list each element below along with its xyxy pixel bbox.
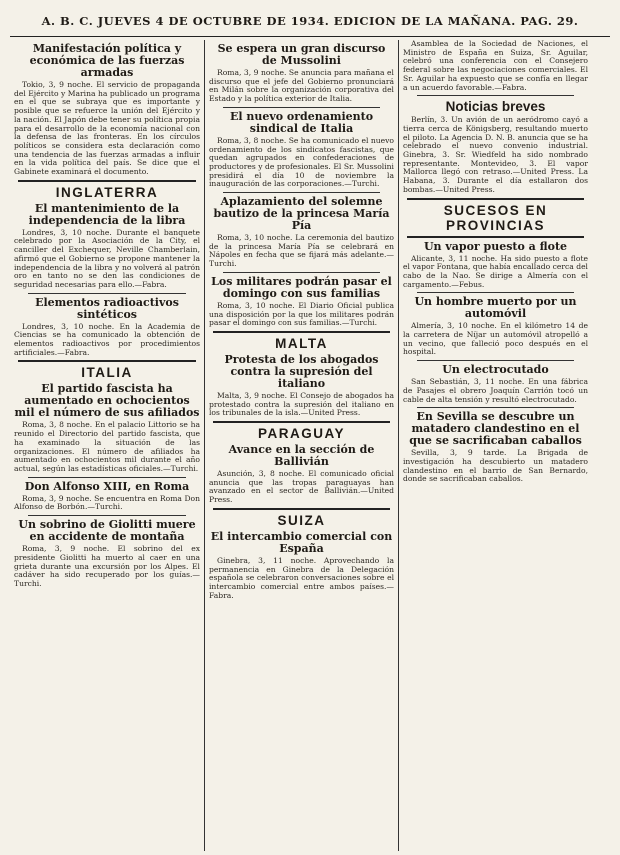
section-heading-sucesos: SUCESOS EN PROVINCIAS [443,202,548,233]
article-body: Roma, 3, 9 noche. El sobrino del ex presidente Giolitti ha muerto al caer en una grieta durante una excursión por los Alpes. El cadáver ha sido recuperado por los guías.—Turchi. [14,544,200,588]
article-headline: Un vapor puesto a flote [423,239,568,253]
divider [213,421,390,423]
article-headline: Manifestación política y económica de las fuerzas armadas [29,42,185,79]
article-body: Ginebra, 3, 11 noche. Aprovechando la permanencia en Ginebra de la Delegación española se celebraron conversaciones sobre el intercambio comercial entre ambos países.—Fabra. [209,555,394,600]
divider [223,107,380,108]
article-body: Roma, 3, 8 noche. En el palacio Littorio se ha reunido el Directorio del partido fascista, que ha examinado la situación de las organizaciones. El número de afiliados ha aumentado en ochocientos mil durante el año actual, según las estadísticas oficiales.—Turchi. [14,420,200,473]
section-heading-breves: Noticias breves [445,99,546,115]
article-headline: Un electrocutado [442,363,549,377]
article-body: Alicante, 3, 11 noche. Ha sido puesto a flote el vapor Fontana, que había encallado cerca del cabo de la Nao. Se dirige a Almería con el cargamento.—Febus. [403,253,588,289]
divider [417,292,574,293]
divider [28,515,186,516]
divider [417,407,574,408]
article-headline: Los militares podrán pasar el domingo con sus familias [211,274,392,300]
article-body: Roma, 3, 9 noche. Se encuentra en Roma Don Alfonso de Borbón.—Turchi. [14,493,200,512]
divider [28,293,186,294]
article-headline: El intercambio comercial con España [210,529,393,555]
article-headline: Don Alfonso XIII, en Roma [24,479,190,493]
divider [28,477,186,478]
divider [18,360,196,362]
article-body: Berlín, 3. Un avión de un aeródromo cayó a tierra cerca de Königsberg, resultando muerto el piloto. La Agencia D. N. B. anuncia que se ha celebrado el nuevo convenio industrial. Ginebra, 3. Sr. Wiedfeld ha sido nombrado representante. Montevideo, 3. El vapor Mallorca llegó con retraso.—United Press. La Habana, 3. Durante el día estallaron dos bombas.—United Press. [403,115,588,194]
section-heading-paraguay: PARAGUAY [257,426,345,442]
divider [213,508,390,510]
article-headline: El partido fascista ha aumentado en ochocientos mil el número de sus afiliados [14,382,200,420]
divider [223,272,380,273]
article-body: Roma, 3, 10 noche. El Diario Oficial publica una disposición por la que los militares podrán pasar el domingo con sus familias.—Turchi. [209,300,394,328]
divider [407,236,584,238]
divider [18,180,196,182]
article-body: Asunción, 3, 8 noche. El comunicado oficial anuncia que las tropas paraguayas han avanzado en el sector de Ballivián.—United Press. [209,469,394,505]
article-body: Londres, 3, 10 noche. Durante el banquete celebrado por la Asociación de la City, el canciller del Exchequer, Neville Chamberlain, afirmó que el Gobierno se propone mantener la independencia de la libra y no volverá al patrón oro en tanto no se den las condiciones de seguridad necesarias para ello.—Fabra. [14,227,200,289]
column-2 [204,40,398,851]
article-body: Asamblea de la Sociedad de Naciones, el Ministro de España en Suiza, Sr. Aguilar, celebró una conferencia con el Consejero federal sobre las negociaciones comerciales. El Sr. Aguilar ha expuesto que se confía en llegar a un acuerdo favorable.—Fabra. [403,40,588,92]
article-headline: Se espera un gran discurso de Mussolini [217,42,386,67]
divider [223,192,380,193]
article-headline: El mantenimiento de la independencia de la libra [28,201,186,227]
section-heading-italia: ITALIA [81,365,133,381]
article-body: Almería, 3, 10 noche. En el kilómetro 14 de la carretera de Níjar un automóvil atropelló a un vecino, que falleció poco después en el hospital. [403,321,588,357]
newspaper-page [10,6,610,851]
columns [10,40,610,851]
article-body: Londres, 3, 10 noche. En la Academia de Ciencias se ha comunicado la obtención de elementos radioactivos por procedimientos artificiales.—Fabra. [14,321,200,357]
divider [213,331,390,333]
article-body: Roma, 3, 10 noche. La ceremonia del bautizo de la princesa María Pía se celebrará en Nápoles en fecha que se fijará más adelante.—Turchi. [209,233,394,269]
article-headline: Un sobrino de Giolitti muere en accidente de montaña [18,518,196,544]
article-headline: En Sevilla se descubre un matadero clandestino en el que se sacrificaban caballos [409,410,582,448]
article-headline: Un hombre muerto por un automóvil [414,295,577,321]
article-headline: Avance en la sección de Ballivián [228,443,375,469]
article-body: Tokio, 3, 9 noche. El servicio de propaganda del Ejército y Marina ha publicado un programa en el que se subraya que es importante y posible que se refuerce la unión del Ejército y la nación. El Japón debe tener su política propia para el desarrollo de la economía nacional con la defensa de las fronteras. En los círculos políticos se considera esta declaración como una tendencia de las fuerzas armadas a influir en la vida política del país. Se dice que el Gabinete examinará el documento. [14,80,200,177]
divider [417,95,574,96]
article-headline: El nuevo ordenamiento sindical de Italia [229,109,374,135]
article-headline: Aplazamiento del solemne bautizo de la princesa María Pía [213,195,390,233]
article-body: Sevilla, 3, 9 tarde. La Brigada de investigación ha descubierto un matadero clandestino en el barrio de San Bernardo, donde se sacrificaban caballos. [403,448,588,484]
column-1 [10,40,204,851]
article-body: Malta, 3, 9 noche. El Consejo de abogados ha protestado contra la supresión del italiano en los tribunales de la isla.—United Press. [209,390,394,418]
divider [417,360,574,361]
page-header: A. B. C. JUEVES 4 DE OCTUBRE DE 1934. EDICION DE LA MAÑANA. PAG. 29. [10,6,610,37]
article-body: Roma, 3, 9 noche. Se anuncia para mañana el discurso que el jefe del Gobierno pronunciará en Milán sobre la organización corporativa del Estado y la política exterior de Italia. [209,68,394,104]
article-headline: Protesta de los abogados contra la supresión del italiano [224,352,379,390]
article-body: San Sebastián, 3, 11 noche. En una fábrica de Pasajes el obrero Joaquín Carrión tocó un cable de alta tensión y resultó electrocutado. [403,377,588,404]
divider [407,198,584,200]
section-heading-suiza: SUIZA [277,512,326,528]
column-3 [398,40,592,851]
section-heading-malta: MALTA [275,335,328,351]
section-heading-inglaterra: INGLATERRA [55,184,159,200]
article-headline: Elementos radioactivos sintéticos [35,295,179,321]
article-body: Roma, 3, 8 noche. Se ha comunicado el nuevo ordenamiento de los sindicatos fascistas, que quedan agrupados en confederaciones de productores y de profesionales. El Sr. Mussolini presidirá el día 10 de noviembre la inauguración de las corporaciones.—Turchi. [209,135,394,189]
